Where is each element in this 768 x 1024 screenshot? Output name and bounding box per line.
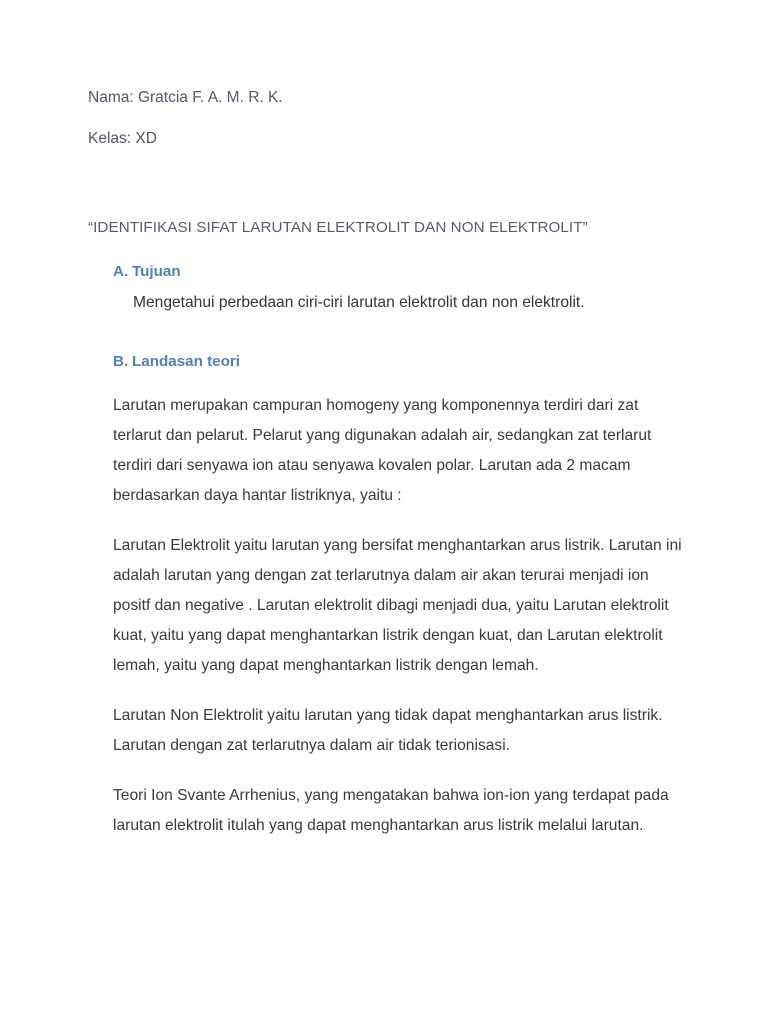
heading-body-spacer bbox=[113, 377, 688, 391]
section-heading-landasan-teori bbox=[113, 352, 688, 372]
section-b-paragraph-2: Larutan Elektrolit yaitu larutan yang bersifat menghantarkan arus listrik. Larutan ini adalah larutan yang dengan zat terlarutnya dalam air akan terurai menjadi ion positf dan negative . Larutan elektrolit dibagi menjadi dua, yaitu Larutan elektrolit kuat, yaitu yang dapat menghantarkan listrik dengan kuat, dan Larutan elektrolit lemah, yaitu yang dapat menghantarkan listrik dengan lemah. bbox=[113, 537, 682, 674]
student-name-line: Nama: Gratcia F. A. M. R. K. bbox=[88, 89, 283, 106]
section-spacer bbox=[113, 318, 688, 352]
section-b-paragraph-3: Larutan Non Elektrolit yaitu larutan yang tidak dapat menghantarkan arus listrik. Larutan dengan zat terlarutnya dalam air tidak terionisasi. bbox=[113, 706, 663, 754]
student-info-block bbox=[88, 88, 688, 170]
section-heading-tujuan bbox=[113, 262, 688, 282]
section-title-tujuan: Tujuan bbox=[132, 263, 181, 280]
section-letter-b: B. bbox=[113, 352, 129, 370]
section-letter-a: A. bbox=[113, 263, 129, 280]
student-class-line: Kelas: XD bbox=[88, 129, 157, 147]
document-body bbox=[113, 262, 688, 841]
section-b-paragraph-4: Teori Ion Svante Arrhenius, yang mengatakan bahwa ion-ion yang terdapat pada larutan elektrolit itulah yang dapat menghantarkan arus listrik melalui larutan. bbox=[113, 786, 669, 834]
section-a-paragraph: Mengetahui perbedaan ciri-ciri larutan elektrolit dan non elektrolit. bbox=[133, 293, 585, 311]
section-b-paragraph-1: Larutan merupakan campuran homogeny yang komponennya terdiri dari zat terlarut dan pelarut. Pelarut yang digunakan adalah air, sedangkan zat terlarut terdiri dari senyawa ion atau senyawa kovalen polar. Larutan ada 2 macam berdasarkan daya hantar listriknya, yaitu : bbox=[113, 397, 652, 505]
section-title-landasan-teori: Landasan teori bbox=[132, 352, 241, 370]
document-title: “IDENTIFIKASI SIFAT LARUTAN ELEKTROLIT DAN NON ELEKTROLIT” bbox=[88, 219, 588, 236]
